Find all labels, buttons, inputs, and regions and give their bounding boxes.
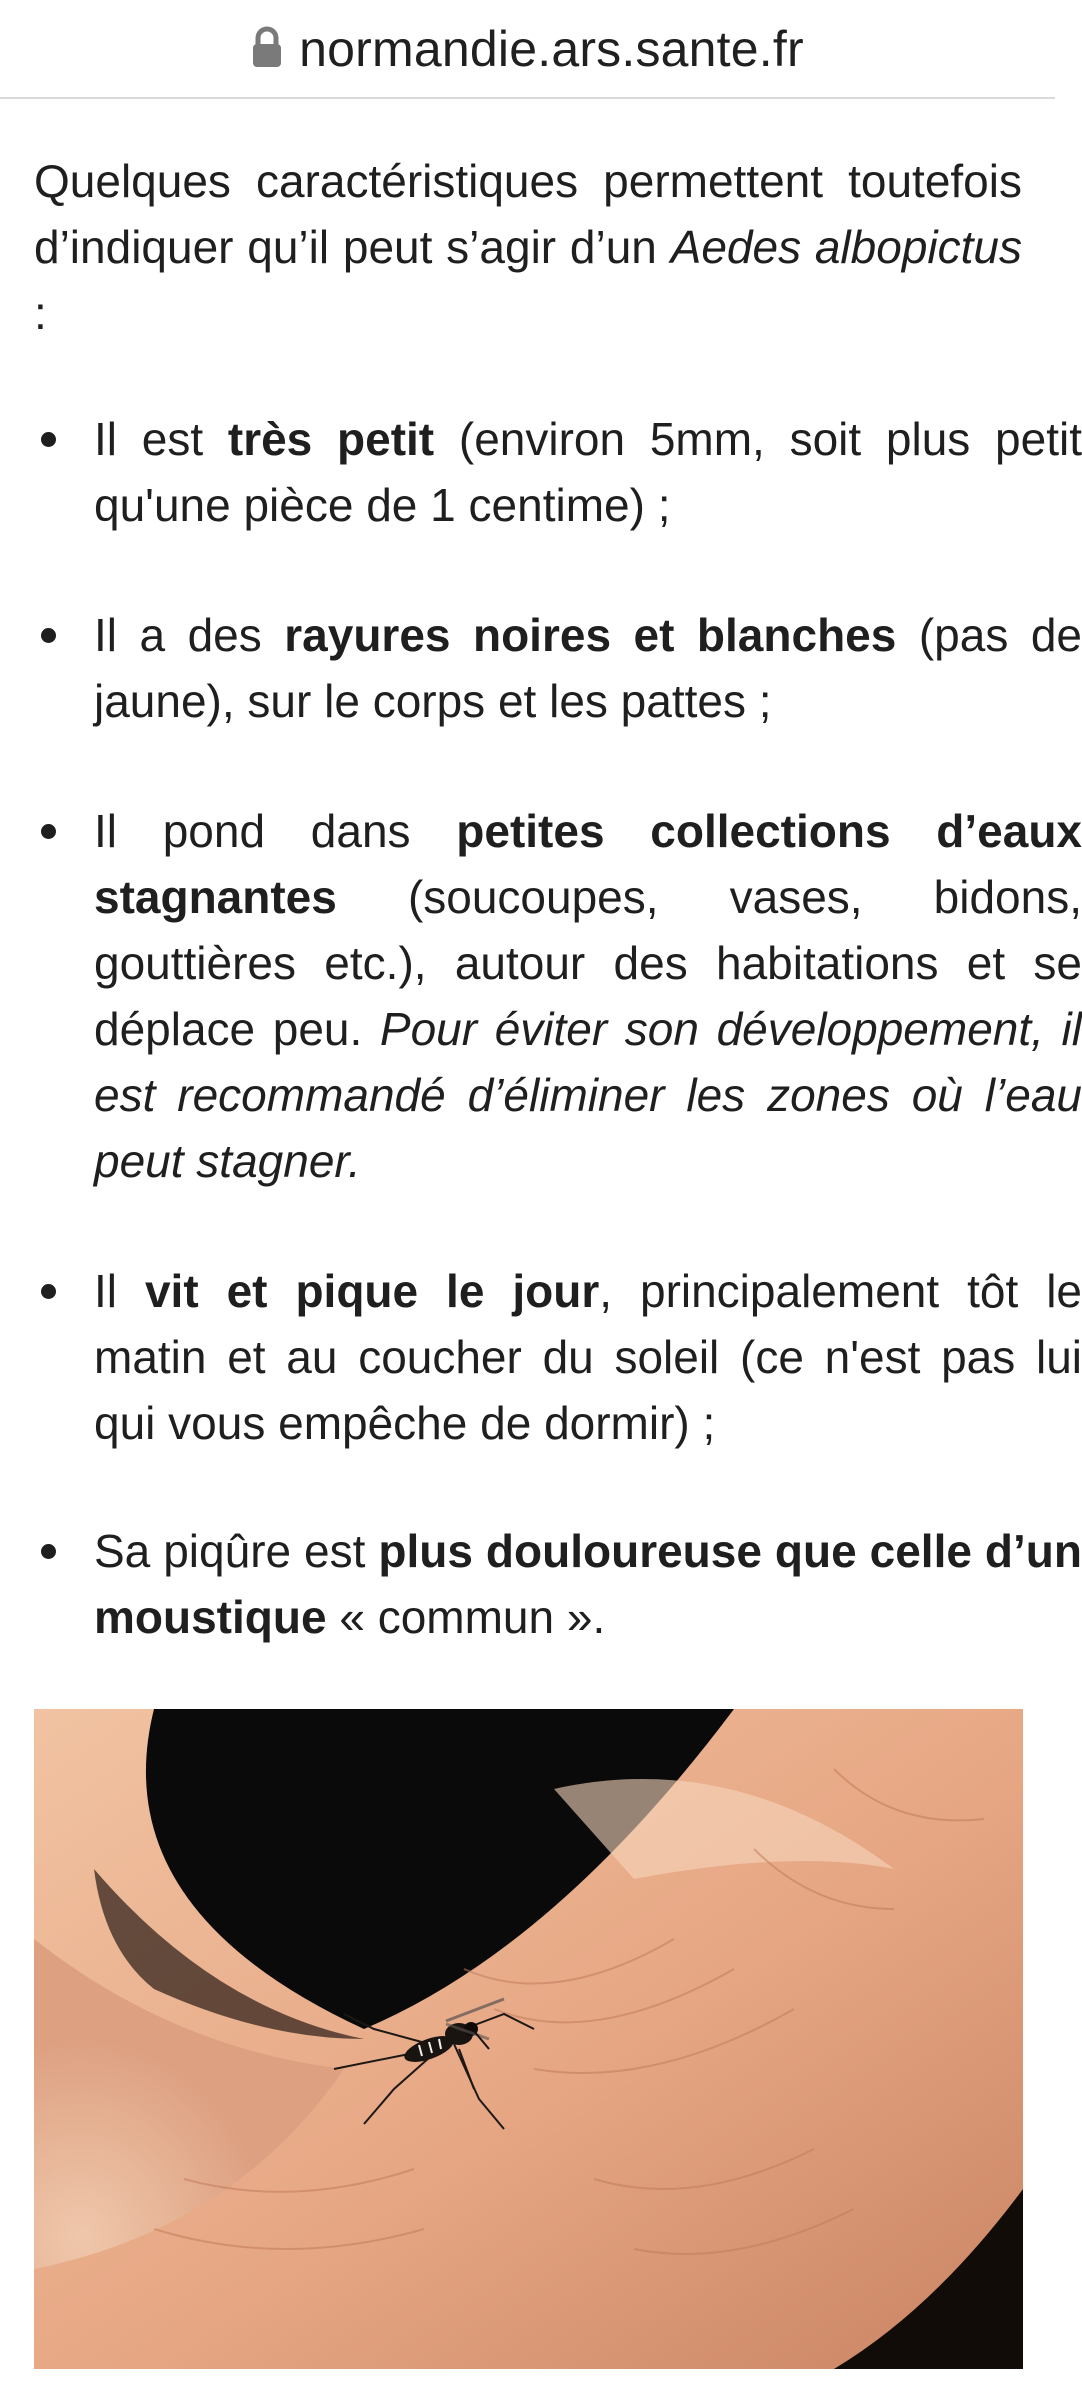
bullet-text: Il pond dans bbox=[94, 805, 457, 857]
species-name: Aedes albopictus bbox=[670, 221, 1022, 273]
bullet-bold: plus douloureuse que celle d’un moustique bbox=[94, 1525, 1082, 1643]
bullet-text: Il a des bbox=[94, 609, 285, 661]
photo-illustration bbox=[34, 1709, 1023, 2369]
browser-address-bar[interactable] bbox=[0, 0, 1055, 99]
intro-paragraph bbox=[34, 148, 1022, 346]
lock-icon bbox=[251, 25, 283, 69]
bullet-text: , principalement tôt le matin et au coucher du soleil (ce n'est pas lui qui vous empêche de dormir) ; bbox=[94, 1265, 1082, 1449]
bullet-text: Sa piqûre est bbox=[94, 1525, 379, 1577]
url-domain[interactable]: normandie.ars.sante.fr bbox=[299, 20, 804, 77]
intro-text: Quelques caractéristiques permettent toutefois d’indiquer qu’il peut s’agir d’un bbox=[34, 155, 1022, 273]
bullet-italic: Pour éviter son développement, il est recommandé d’éliminer les zones où l’eau peut stagner. bbox=[94, 1003, 1082, 1187]
bullet-text: Il bbox=[94, 1265, 145, 1317]
list-item bbox=[34, 798, 1082, 1194]
bullet-bold: petites collections d’eaux stagnantes bbox=[94, 805, 1082, 923]
list-item bbox=[34, 406, 1082, 538]
bullet-bold: rayures noires et blanches bbox=[284, 609, 897, 661]
bullet-text: (environ 5mm, soit plus petit qu'une pièce de 1 centime) ; bbox=[94, 413, 1082, 531]
intro-colon: : bbox=[34, 287, 47, 339]
mosquito-on-finger-photo bbox=[34, 1709, 1023, 2369]
bullet-text: « commun ». bbox=[326, 1591, 606, 1643]
bullet-text: (soucoupes, vases, bidons, gouttières etc.), autour des habitations et se déplace peu. bbox=[94, 871, 1082, 1055]
list-item bbox=[34, 1518, 1082, 1650]
bullet-bold: très petit bbox=[227, 413, 435, 465]
bullet-text: Il est bbox=[94, 413, 228, 465]
list-item bbox=[34, 1258, 1082, 1456]
list-item bbox=[34, 602, 1082, 734]
bullet-text: (pas de jaune), sur le corps et les pattes ; bbox=[94, 609, 1082, 727]
bullet-bold: vit et pique le jour bbox=[144, 1265, 600, 1317]
article-content bbox=[34, 148, 1082, 1643]
